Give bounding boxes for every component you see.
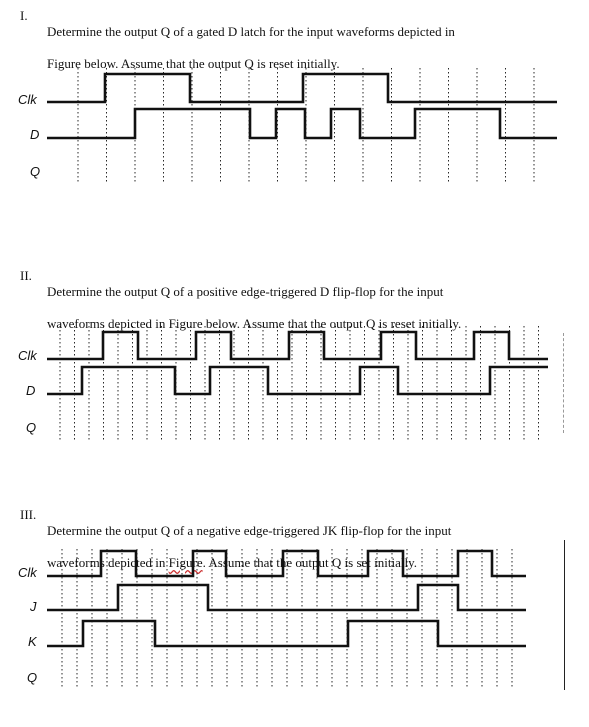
problem-3-line-1: Determine the output Q of a negative edge-triggered JK flip-flop for the input (47, 523, 452, 538)
label-k-3: K (28, 634, 37, 649)
j-waveform-3 (47, 585, 526, 610)
label-d-2: D (26, 383, 36, 398)
label-clk-1: Clk (18, 92, 37, 107)
page-edge-marks (563, 333, 565, 433)
label-q-1: Q (30, 164, 41, 179)
problem-3-number: III. (20, 507, 37, 522)
problem-3-line-2-c: . Assume that the output Q is set initially. (202, 555, 417, 570)
label-d-1: D (30, 127, 40, 142)
figure-word: Figure (168, 555, 203, 570)
problem-1-number: I. (20, 8, 28, 23)
d-waveform-2 (47, 367, 548, 394)
label-q-3: Q (27, 670, 38, 685)
problem-1-line-2: Figure below. Assume that the output Q is reset initially. (47, 56, 340, 71)
waveform-1 (0, 62, 589, 202)
problem-2-line-1: Determine the output Q of a positive edge-triggered D flip-flop for the input (47, 284, 444, 299)
problem-2-line-2: waveforms depicted in Figure below. Assume that the output Q is reset initially. (47, 316, 462, 331)
page-edge-line (564, 540, 565, 690)
k-waveform-3 (47, 621, 526, 646)
d-waveform-1 (47, 109, 557, 138)
label-j-3: J (30, 599, 37, 614)
waveform-2 (0, 322, 589, 442)
grid-2 (60, 326, 539, 440)
problem-2-number: II. (20, 268, 32, 283)
clk-waveform-1 (47, 74, 557, 102)
waveform-3 (0, 547, 589, 697)
label-clk-2: Clk (18, 348, 37, 363)
clk-waveform-2 (47, 332, 548, 359)
problem-1-line-1: Determine the output Q of a gated D latch for the input waveforms depicted in (47, 24, 455, 39)
grid-3 (62, 549, 512, 689)
problem-3-line-2-a: waveforms depicted in (47, 555, 169, 570)
clk-waveform-3 (47, 551, 526, 576)
label-q-2: Q (26, 420, 37, 435)
label-clk-3: Clk (18, 565, 37, 580)
